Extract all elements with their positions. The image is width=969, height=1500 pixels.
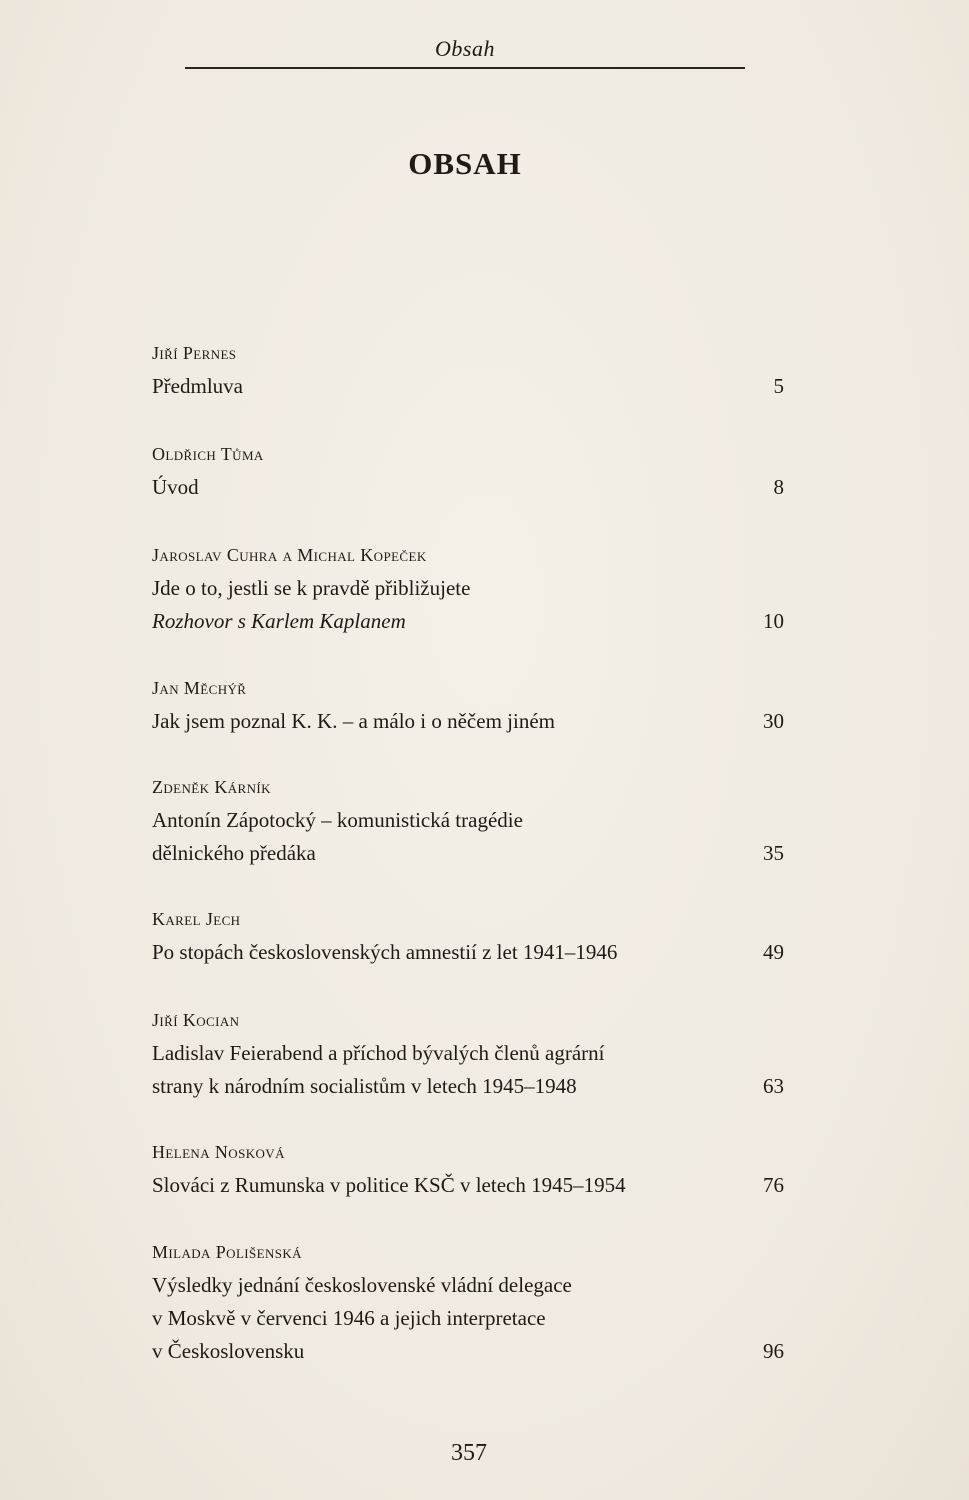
toc-entry	[152, 340, 784, 403]
toc-author: Oldřich Tůma	[152, 444, 264, 464]
toc-title-line: Úvod	[152, 475, 199, 499]
toc-page-number: 96	[763, 1339, 784, 1363]
toc-title-line: v Moskvě v červenci 1946 a jejich interpretace	[152, 1306, 546, 1330]
toc-entry	[152, 1007, 784, 1103]
toc-author: Jaroslav Cuhra a Michal Kopeček	[152, 545, 427, 565]
toc-subtitle-line: Rozhovor s Karlem Kaplanem	[152, 609, 406, 633]
toc-title-line: dělnického předáka	[152, 841, 316, 865]
toc-author: Milada Polišenská	[152, 1242, 302, 1262]
toc-page-number: 30	[763, 709, 784, 733]
toc-title-line: Jde o to, jestli se k pravdě přibližujete	[152, 576, 471, 600]
toc-title-line: Slováci z Rumunska v politice KSČ v letech 1945–1954	[152, 1173, 626, 1197]
toc-title-line: Antonín Zápotocký – komunistická tragédie	[152, 808, 523, 832]
toc-page-number: 76	[763, 1173, 784, 1197]
running-head: Obsah	[435, 36, 495, 61]
toc-title-line: Ladislav Feierabend a příchod bývalých členů agrární	[152, 1041, 605, 1065]
toc-entry	[152, 441, 784, 504]
toc-title-line: Předmluva	[152, 374, 243, 398]
toc-entry	[152, 1239, 784, 1368]
toc-author: Helena Nosková	[152, 1142, 285, 1162]
toc-page-number: 8	[773, 475, 784, 499]
toc-entry	[152, 774, 784, 870]
toc-author: Zdeněk Kárník	[152, 777, 271, 797]
toc-author: Jiří Kocian	[152, 1010, 240, 1030]
toc-page-number: 5	[773, 374, 784, 398]
toc-page-number: 10	[763, 609, 784, 633]
toc-title-line: strany k národním socialistům v letech 1945–1948	[152, 1074, 577, 1098]
toc-title-line: Po stopách československých amnestií z let 1941–1946	[152, 940, 618, 964]
toc-author: Karel Jech	[152, 909, 241, 929]
toc-title-line: Výsledky jednání československé vládní delegace	[152, 1273, 572, 1297]
toc-entry	[152, 542, 784, 638]
toc-title-line: Jak jsem poznal K. K. – a málo i o něčem jiném	[152, 709, 555, 733]
toc-entry	[152, 1139, 784, 1202]
header-rule	[185, 67, 745, 69]
page-title: OBSAH	[408, 146, 522, 181]
toc-entry	[152, 675, 784, 738]
toc-entry	[152, 906, 784, 969]
toc-page-number: 49	[763, 940, 784, 964]
toc-title-line: v Československu	[152, 1339, 305, 1363]
toc-page-number: 35	[763, 841, 784, 865]
toc-page-number: 63	[763, 1074, 784, 1098]
toc-author: Jan Měchýř	[152, 678, 247, 698]
toc-author: Jiří Pernes	[152, 343, 237, 363]
page-folio-number: 357	[451, 1440, 487, 1466]
